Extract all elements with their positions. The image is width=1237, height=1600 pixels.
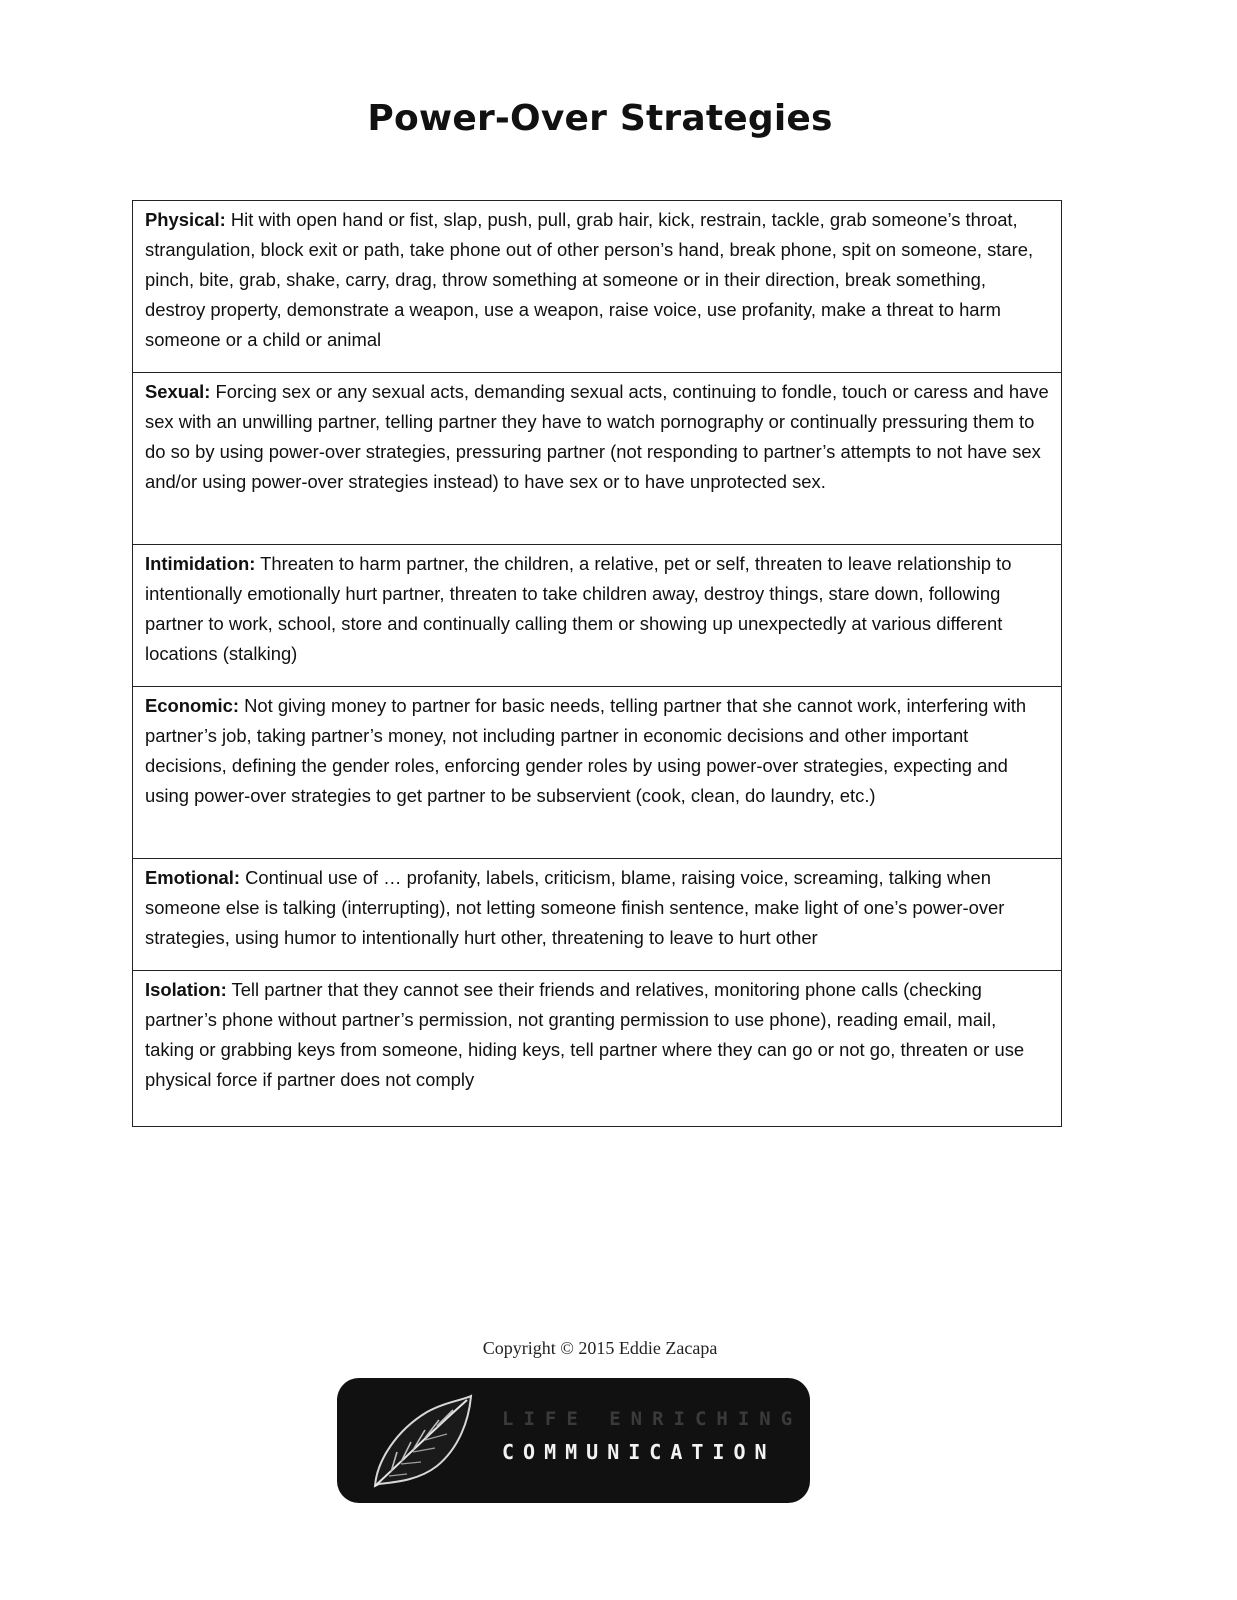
strategy-text-emotional: Continual use of … profanity, labels, criticism, blame, raising voice, screaming, talking when someone else is talking (interrupting), not letting someone finish sentence, make light of one’s power-over strategies, using humor to intentionally hurt other, threatening to leave to hurt other [145,867,1005,948]
leaf-icon [367,1390,477,1490]
strategy-text-sexual: Forcing sex or any sexual acts, demanding sexual acts, continuing to fondle, touch or caress and have sex with an unwilling partner, telling partner they have to watch pornography or continually pressuring them to do so by using power-over strategies, pressuring partner (not responding to partner’s attempts to not have sex and/or using power-over strategies instead) to have sex or to have unprotected sex. [145,381,1049,492]
strategy-label-sexual: Sexual: [145,381,211,402]
copyright-notice: Copyright © 2015 Eddie Zacapa [482,1338,718,1358]
strategy-row-isolation [133,971,1061,1126]
strategy-label-physical: Physical: [145,209,226,230]
strategy-label-intimidation: Intimidation: [145,553,256,574]
strategy-row-intimidation [133,545,1061,687]
strategy-text-economic: Not giving money to partner for basic needs, telling partner that she cannot work, interfering with partner’s job, taking partner’s money, not including partner in economic decisions and other important decisions, defining the gender roles, enforcing gender roles by using power-over strategies, expecting and using power-over strategies to get partner to be subservient (cook, clean, do laundry, etc.) [145,695,1027,806]
strategy-row-economic [133,687,1061,859]
strategy-row-physical [133,201,1061,373]
strategy-text-physical: Hit with open hand or fist, slap, push, pull, grab hair, kick, restrain, tackle, grab someone’s throat, strangulation, block exit or path, take phone out of other person’s hand, break phone, spit on someone, stare, pinch, bite, grab, shake, carry, drag, throw something at someone or in their direction, break something, destroy property, demonstrate a weapon, use a weapon, raise voice, use profanity, make a threat to harm someone or a child or animal [145,209,1034,350]
logo-text-line1: LIFE ENRICHING [502,1408,803,1430]
logo-text-line2: COMMUNICATION [502,1440,776,1464]
strategies-table [132,200,1062,1127]
strategy-row-emotional [133,859,1061,971]
strategy-text-isolation: Tell partner that they cannot see their friends and relatives, monitoring phone calls (checking partner’s phone without partner’s permission, not granting permission to use phone), reading email, mail, taking or grabbing keys from someone, hiding keys, tell partner where they can go or not go, threaten or use physical force if partner does not comply [145,979,1025,1090]
strategy-label-isolation: Isolation: [145,979,227,1000]
strategy-label-economic: Economic: [145,695,240,716]
company-logo [337,1378,810,1503]
strategy-row-sexual [133,373,1061,545]
page-title: Power-Over Strategies [367,98,833,139]
strategy-text-intimidation: Threaten to harm partner, the children, a relative, pet or self, threaten to leave relationship to intentionally emotionally hurt partner, threaten to take children away, destroy things, stare down, following partner to work, school, store and continually calling them or showing up unexpectedly at various different locations (stalking) [145,553,1012,664]
strategy-label-emotional: Emotional: [145,867,241,888]
